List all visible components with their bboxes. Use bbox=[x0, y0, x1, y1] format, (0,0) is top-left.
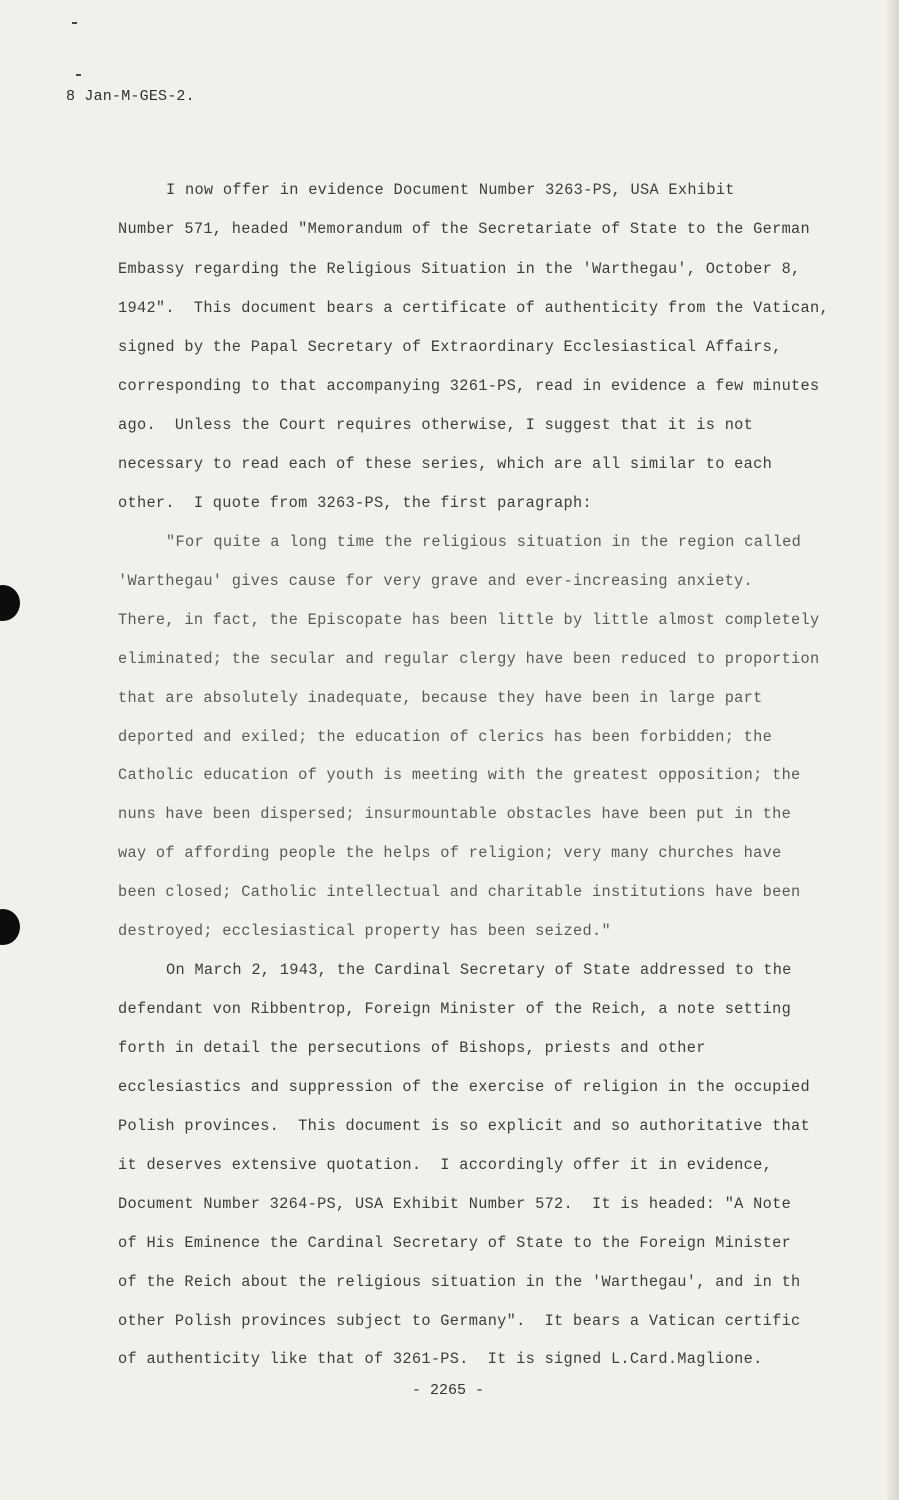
text-line: ecclesiastics and suppression of the exercise of religion in the occupied bbox=[118, 1078, 811, 1096]
text-line: that are absolutely inadequate, because they have been in large part bbox=[118, 689, 763, 707]
text-line: 1942". This document bears a certificate of authenticity from the Vatican, bbox=[118, 299, 829, 317]
text-line: of authenticity like that of 3261-PS. It is signed L.Card.Maglione. bbox=[118, 1350, 763, 1368]
text-line: 'Warthegau' gives cause for very grave and ever-increasing anxiety. bbox=[118, 572, 754, 590]
margin-mark bbox=[76, 74, 81, 76]
text-line: forth in detail the persecutions of Bishops, priests and other bbox=[118, 1039, 706, 1057]
text-line: it deserves extensive quotation. I accordingly offer it in evidence, bbox=[118, 1156, 773, 1174]
text-line: Document Number 3264-PS, USA Exhibit Number 572. It is headed: "A Note bbox=[118, 1195, 792, 1213]
margin-mark bbox=[72, 22, 77, 24]
text-line: "For quite a long time the religious situation in the region called bbox=[166, 533, 802, 551]
text-line: Number 571, headed "Memorandum of the Secretariate of State to the German bbox=[118, 220, 811, 238]
text-line: of His Eminence the Cardinal Secretary of State to the Foreign Minister bbox=[118, 1234, 792, 1252]
text-line: eliminated; the secular and regular clergy have been reduced to proportion bbox=[118, 650, 820, 668]
page-number: - 2265 - bbox=[412, 1382, 485, 1399]
text-line: Polish provinces. This document is so explicit and so authoritative that bbox=[118, 1117, 811, 1135]
document-reference: 8 Jan-M-GES-2. bbox=[66, 88, 195, 105]
punch-hole bbox=[0, 585, 20, 621]
text-line: other Polish provinces subject to Germany". It bears a Vatican certific bbox=[118, 1312, 801, 1330]
text-line: Embassy regarding the Religious Situation in the 'Warthegau', October 8, bbox=[118, 260, 801, 278]
text-line: been closed; Catholic intellectual and charitable institutions have been bbox=[118, 883, 801, 901]
text-line: destroyed; ecclesiastical property has been seized." bbox=[118, 922, 611, 940]
page-edge-shadow bbox=[887, 0, 899, 1500]
text-line: defendant von Ribbentrop, Foreign Minister of the Reich, a note setting bbox=[118, 1000, 792, 1018]
text-line: signed by the Papal Secretary of Extraordinary Ecclesiastical Affairs, bbox=[118, 338, 782, 356]
text-line: Catholic education of youth is meeting with the greatest opposition; the bbox=[118, 766, 801, 784]
text-line: necessary to read each of these series, which are all similar to each bbox=[118, 455, 773, 473]
text-line: of the Reich about the religious situation in the 'Warthegau', and in th bbox=[118, 1273, 801, 1291]
punch-hole bbox=[0, 909, 20, 945]
text-line: There, in fact, the Episcopate has been little by little almost completely bbox=[118, 611, 820, 629]
text-line: way of affording people the helps of religion; very many churches have bbox=[118, 844, 782, 862]
text-line: ago. Unless the Court requires otherwise, I suggest that it is not bbox=[118, 416, 754, 434]
text-line: other. I quote from 3263-PS, the first paragraph: bbox=[118, 494, 592, 512]
text-line: corresponding to that accompanying 3261-PS, read in evidence a few minutes bbox=[118, 377, 820, 395]
text-line: On March 2, 1943, the Cardinal Secretary of State addressed to the bbox=[166, 961, 792, 979]
text-line: nuns have been dispersed; insurmountable obstacles have been put in the bbox=[118, 805, 792, 823]
text-line: deported and exiled; the education of clerics has been forbidden; the bbox=[118, 728, 773, 746]
text-line: I now offer in evidence Document Number 3263-PS, USA Exhibit bbox=[166, 181, 735, 199]
